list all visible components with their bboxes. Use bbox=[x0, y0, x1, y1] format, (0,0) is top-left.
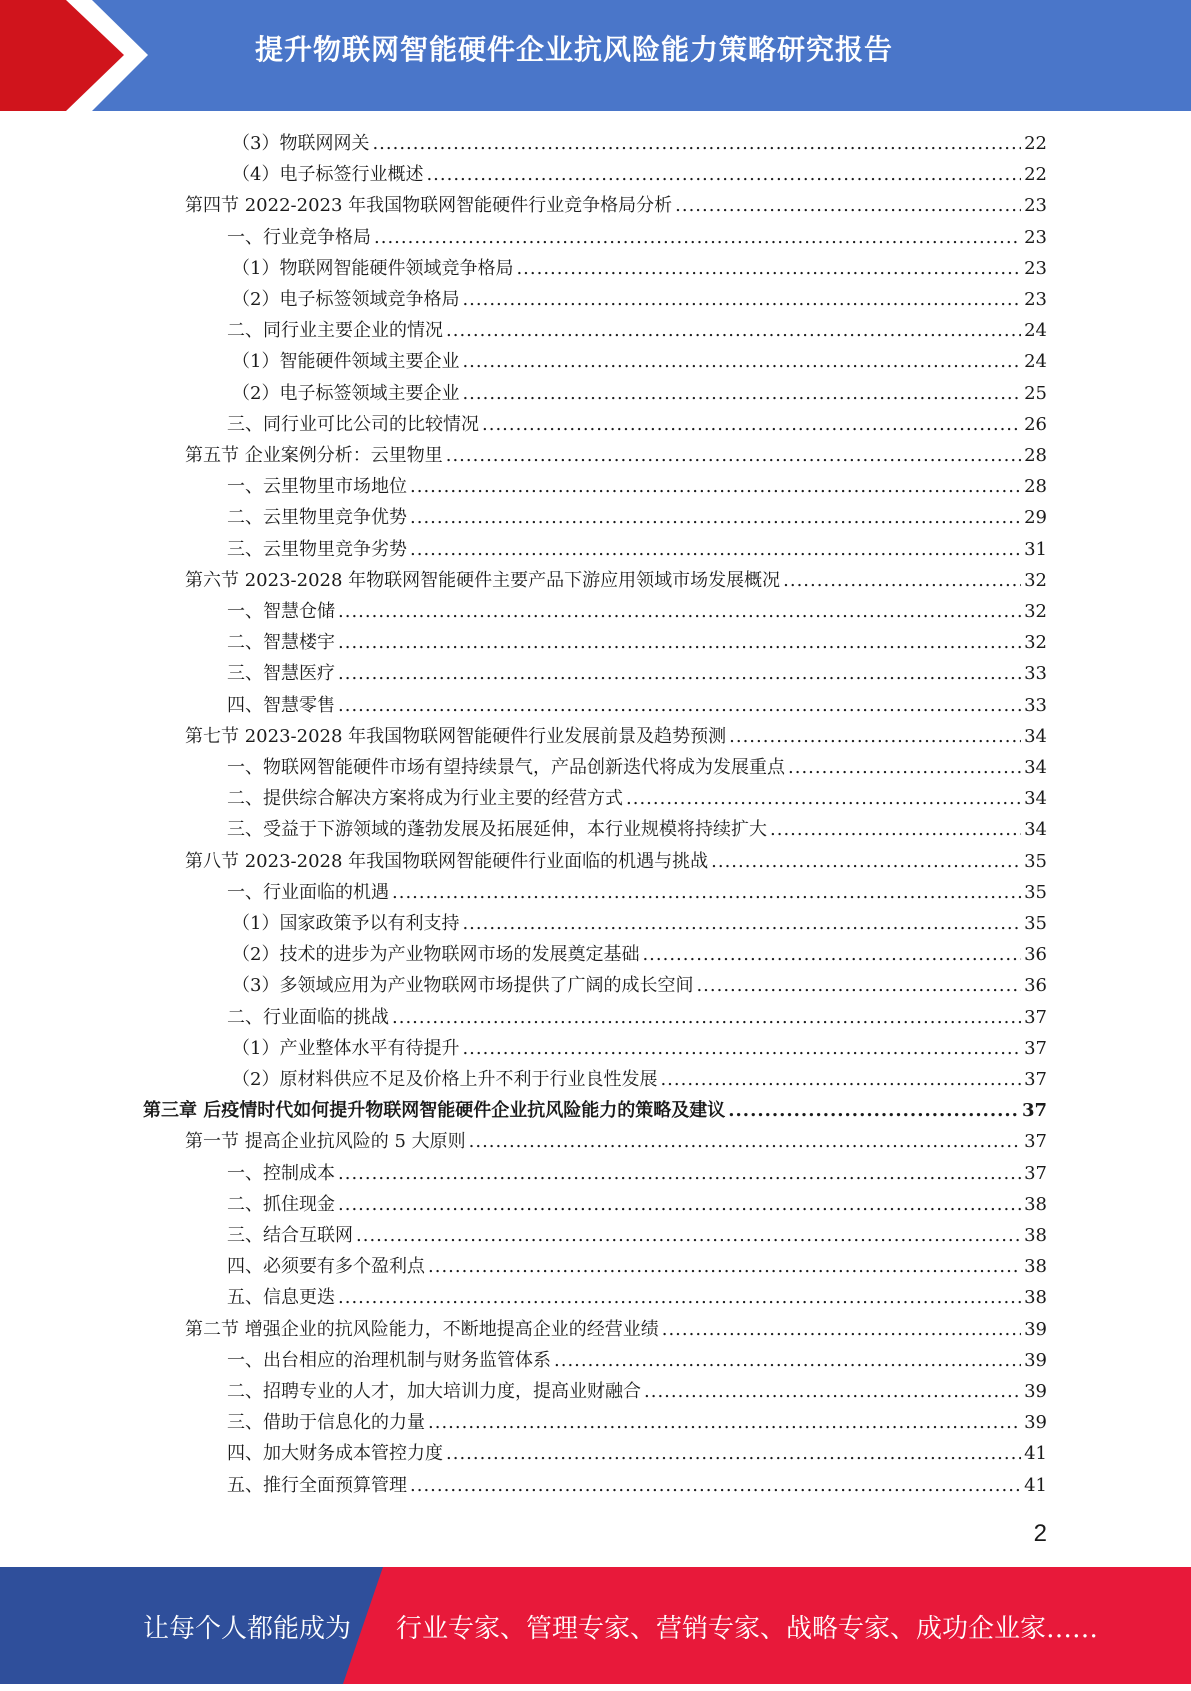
toc-dot-leader bbox=[462, 1033, 1021, 1064]
toc-page-number: 35 bbox=[1024, 881, 1047, 903]
toc-entry-title: 一、出台相应的治理机制与财务监管体系 bbox=[227, 1349, 551, 1371]
toc-dot-leader bbox=[338, 596, 1021, 627]
toc-page-number: 39 bbox=[1024, 1381, 1047, 1402]
toc-entry-title: 第八节 2023-2028 年我国物联网智能硬件行业面临的机遇与挑战 bbox=[185, 850, 709, 872]
toc-dot-leader bbox=[338, 1189, 1021, 1220]
toc-section-entry[interactable] bbox=[185, 1126, 1047, 1157]
toc-entry-title: 一、行业面临的机遇 bbox=[227, 881, 389, 903]
toc-entry-title: （1）国家政策予以有利支持 bbox=[232, 913, 460, 934]
toc-page-number: 32 bbox=[1024, 632, 1047, 654]
toc-entry-title: 三、智慧医疗 bbox=[227, 663, 335, 685]
toc-entry[interactable] bbox=[227, 814, 1047, 845]
toc-entry[interactable] bbox=[227, 783, 1047, 814]
toc-entry-title: （4）电子标签行业概述 bbox=[232, 164, 424, 186]
toc-dot-leader bbox=[338, 1158, 1021, 1189]
toc-page-number: 37 bbox=[1024, 1069, 1047, 1090]
toc-entry-title: 第二节 增强企业的抗风险能力，不断地提高企业的经营业绩 bbox=[185, 1318, 659, 1340]
toc-entry-title: 第四节 2022-2023 年我国物联网智能硬件行业竞争格局分析 bbox=[185, 195, 673, 217]
toc-section-entry[interactable] bbox=[185, 565, 1047, 596]
toc-page-number: 34 bbox=[1024, 819, 1047, 841]
toc-entry-title: （2）技术的进步为产业物联网市场的发展奠定基础 bbox=[232, 944, 640, 966]
toc-dot-leader bbox=[410, 534, 1021, 565]
toc-entry-title: 五、信息更迭 bbox=[227, 1287, 335, 1309]
toc-page-number: 28 bbox=[1024, 476, 1047, 498]
toc-dot-leader bbox=[338, 627, 1021, 658]
toc-page-number: 36 bbox=[1024, 975, 1047, 997]
toc-page-number: 28 bbox=[1024, 445, 1047, 466]
toc-entry-title: 一、物联网智能硬件市场有望持续景气，产品创新迭代将成为发展重点 bbox=[227, 757, 785, 778]
toc-dot-leader bbox=[338, 690, 1021, 721]
toc-page-number: 31 bbox=[1024, 538, 1047, 560]
toc-page-number: 33 bbox=[1024, 663, 1047, 685]
toc-page-number: 38 bbox=[1024, 1256, 1047, 1278]
toc-entry[interactable] bbox=[227, 1158, 1047, 1189]
toc-entry[interactable] bbox=[227, 534, 1047, 565]
toc-entry-title: 四、智慧零售 bbox=[227, 694, 335, 716]
toc-entry-title: （3）多领域应用为产业物联网市场提供了广阔的成长空间 bbox=[232, 975, 694, 997]
toc-entry-title: 五、推行全面预算管理 bbox=[227, 1474, 407, 1496]
toc-entry-title: 二、提供综合解决方案将成为行业主要的经营方式 bbox=[227, 788, 623, 810]
toc-entry[interactable] bbox=[227, 1220, 1047, 1251]
toc-entry-title: （1）智能硬件领域主要企业 bbox=[232, 351, 460, 373]
toc-entry[interactable] bbox=[232, 1033, 1047, 1064]
toc-section-entry[interactable] bbox=[185, 846, 1047, 877]
toc-page-number: 39 bbox=[1024, 1412, 1047, 1434]
toc-dot-leader bbox=[462, 378, 1021, 409]
toc-entry[interactable] bbox=[227, 1251, 1047, 1282]
toc-entry-title: 二、云里物里竞争优势 bbox=[227, 507, 407, 529]
toc-dot-leader bbox=[356, 1220, 1021, 1251]
toc-page-number: 29 bbox=[1024, 507, 1047, 529]
toc-dot-leader bbox=[410, 1470, 1021, 1501]
toc-dot-leader bbox=[469, 1126, 1021, 1157]
toc-entry-title: 第三章 后疫情时代如何提升物联网智能硬件企业抗风险能力的策略及建议 bbox=[143, 1100, 726, 1122]
toc-entry[interactable] bbox=[232, 253, 1047, 284]
footer-slogan-right: 行业专家、管理专家、营销专家、战略专家、成功企业家…… bbox=[396, 1614, 1099, 1644]
toc-entry-title: 第六节 2023-2028 年物联网智能硬件主要产品下游应用领域市场发展概况 bbox=[185, 569, 781, 591]
toc-entry[interactable] bbox=[232, 939, 1047, 970]
toc-entry-title: （2）电子标签领域竞争格局 bbox=[232, 289, 460, 310]
toc-dot-leader bbox=[554, 1345, 1021, 1376]
toc-page-number: 24 bbox=[1024, 320, 1047, 342]
toc-page-number: 32 bbox=[1024, 569, 1047, 591]
toc-entry[interactable] bbox=[227, 471, 1047, 502]
toc-dot-leader bbox=[392, 877, 1021, 908]
toc-entry-title: 一、行业竞争格局 bbox=[227, 226, 371, 248]
toc-entry[interactable] bbox=[232, 284, 1047, 315]
toc-entry-title: （2）原材料供应不足及价格上升不利于行业良性发展 bbox=[232, 1069, 658, 1090]
toc-page-number: 34 bbox=[1024, 788, 1047, 810]
toc-entry[interactable] bbox=[227, 627, 1047, 658]
toc-entry[interactable] bbox=[232, 128, 1047, 159]
toc-dot-leader bbox=[660, 1064, 1021, 1095]
toc-page-number: 37 bbox=[1024, 1037, 1047, 1059]
header-red-arrow-shape bbox=[0, 0, 150, 111]
toc-entry[interactable] bbox=[232, 159, 1047, 190]
report-title: 提升物联网智能硬件企业抗风险能力策略研究报告 bbox=[255, 33, 894, 66]
toc-page-number: 24 bbox=[1024, 351, 1047, 373]
toc-dot-leader bbox=[482, 409, 1021, 440]
toc-entry-title: （1）产业整体水平有待提升 bbox=[232, 1037, 460, 1059]
toc-dot-leader bbox=[462, 346, 1021, 377]
toc-page-number: 37 bbox=[1024, 1006, 1047, 1028]
toc-page-number: 38 bbox=[1024, 1193, 1047, 1215]
toc-entry[interactable] bbox=[227, 690, 1047, 721]
toc-entry[interactable] bbox=[227, 409, 1047, 440]
toc-entry-title: 二、招聘专业的人才，加大培训力度，提高业财融合 bbox=[227, 1381, 641, 1402]
toc-entry[interactable] bbox=[227, 1345, 1047, 1376]
toc-entry[interactable] bbox=[227, 1282, 1047, 1313]
toc-dot-leader bbox=[770, 814, 1021, 845]
toc-entry[interactable] bbox=[232, 1064, 1047, 1095]
toc-entry-title: （1）物联网智能硬件领域竞争格局 bbox=[232, 257, 514, 279]
toc-entry[interactable] bbox=[227, 1376, 1047, 1407]
page-header bbox=[0, 0, 1191, 111]
toc-entry-title: 三、云里物里竞争劣势 bbox=[227, 538, 407, 560]
toc-dot-leader bbox=[711, 846, 1021, 877]
toc-dot-leader bbox=[644, 1376, 1021, 1407]
toc-section-entry[interactable] bbox=[185, 440, 1047, 471]
toc-dot-leader bbox=[446, 1438, 1021, 1469]
toc-dot-leader bbox=[626, 783, 1021, 814]
toc-page-number: 37 bbox=[1024, 1131, 1047, 1153]
toc-dot-leader bbox=[428, 1251, 1021, 1282]
toc-entry-title: （3）物联网网关 bbox=[232, 133, 370, 154]
toc-entry[interactable] bbox=[232, 378, 1047, 409]
toc-dot-leader bbox=[462, 284, 1021, 315]
toc-entry-title: 三、结合互联网 bbox=[227, 1225, 353, 1246]
toc-entry-title: 二、智慧楼宇 bbox=[227, 632, 335, 654]
page-number: 2 bbox=[1033, 1520, 1047, 1547]
toc-page-number: 23 bbox=[1024, 289, 1047, 310]
footer-slogan-left: 让每个人都能成为 bbox=[143, 1614, 352, 1644]
toc-section-entry[interactable] bbox=[185, 721, 1047, 752]
toc-entry[interactable] bbox=[227, 658, 1047, 689]
toc-dot-leader bbox=[662, 1314, 1021, 1345]
toc-page-number: 35 bbox=[1024, 850, 1047, 872]
toc-entry[interactable] bbox=[227, 502, 1047, 533]
toc-dot-leader bbox=[428, 1407, 1021, 1438]
toc-page-number: 37 bbox=[1024, 1162, 1047, 1184]
toc-entry-title: 一、控制成本 bbox=[227, 1162, 335, 1184]
toc-dot-leader bbox=[410, 471, 1021, 502]
toc-entry-title: 三、借助于信息化的力量 bbox=[227, 1412, 425, 1434]
toc-page-number: 37 bbox=[1021, 1100, 1047, 1122]
toc-page-number: 38 bbox=[1024, 1287, 1047, 1309]
toc-entry[interactable] bbox=[232, 908, 1047, 939]
toc-page-number: 33 bbox=[1024, 694, 1047, 716]
toc-chapter-entry[interactable] bbox=[143, 1095, 1047, 1126]
toc-dot-leader bbox=[372, 128, 1021, 159]
toc-entry-title: （2）电子标签领域主要企业 bbox=[232, 382, 460, 404]
toc-page-number: 38 bbox=[1024, 1225, 1047, 1246]
toc-page-number: 22 bbox=[1024, 133, 1047, 154]
toc-entry[interactable] bbox=[227, 1002, 1047, 1033]
toc-dot-leader bbox=[696, 970, 1021, 1001]
toc-entry[interactable] bbox=[227, 752, 1047, 783]
toc-entry-title: 第五节 企业案例分析：云里物里 bbox=[185, 445, 443, 466]
toc-page-number: 39 bbox=[1024, 1318, 1047, 1340]
toc-entry-title: 一、云里物里市场地位 bbox=[227, 476, 407, 498]
toc-entry[interactable] bbox=[232, 970, 1047, 1001]
toc-entry[interactable] bbox=[227, 1470, 1047, 1501]
toc-entry[interactable] bbox=[227, 596, 1047, 627]
toc-page-number: 25 bbox=[1024, 382, 1047, 404]
toc-page-number: 32 bbox=[1024, 601, 1047, 622]
toc-entry-title: 四、必须要有多个盈利点 bbox=[227, 1256, 425, 1278]
toc-dot-leader bbox=[462, 908, 1021, 939]
toc-entry-title: 二、行业面临的挑战 bbox=[227, 1006, 389, 1028]
toc-dot-leader bbox=[338, 658, 1021, 689]
toc-entry-title: 二、抓住现金 bbox=[227, 1193, 335, 1215]
toc-section-entry[interactable] bbox=[185, 190, 1047, 221]
toc-dot-leader bbox=[426, 159, 1021, 190]
toc-entry[interactable] bbox=[227, 1438, 1047, 1469]
toc-entry-title: 三、同行业可比公司的比较情况 bbox=[227, 413, 479, 435]
toc-page-number: 34 bbox=[1024, 757, 1047, 778]
page-footer bbox=[0, 1567, 1191, 1684]
toc-entry[interactable] bbox=[227, 315, 1047, 346]
toc-dot-leader bbox=[338, 1282, 1021, 1313]
toc-entry[interactable] bbox=[227, 877, 1047, 908]
toc-dot-leader bbox=[374, 222, 1021, 253]
toc-entry-title: 第一节 提高企业抗风险的 5 大原则 bbox=[185, 1131, 466, 1153]
toc-dot-leader bbox=[728, 1095, 1019, 1126]
toc-page-number: 26 bbox=[1024, 413, 1047, 435]
toc-dot-leader bbox=[446, 315, 1021, 346]
toc-page-number: 41 bbox=[1024, 1474, 1047, 1496]
toc-dot-leader bbox=[410, 502, 1021, 533]
toc-page-number: 23 bbox=[1024, 195, 1047, 217]
toc-dot-leader bbox=[516, 253, 1021, 284]
toc-dot-leader bbox=[783, 565, 1021, 596]
toc-page-number: 41 bbox=[1024, 1443, 1047, 1465]
toc-page-number: 23 bbox=[1024, 257, 1047, 279]
toc-dot-leader bbox=[675, 190, 1021, 221]
toc-page-number: 22 bbox=[1024, 164, 1047, 186]
toc-entry-title: 三、受益于下游领域的蓬勃发展及拓展延伸，本行业规模将持续扩大 bbox=[227, 819, 767, 841]
toc-entry[interactable] bbox=[227, 222, 1047, 253]
toc-entry[interactable] bbox=[227, 1407, 1047, 1438]
toc-page-number: 39 bbox=[1024, 1349, 1047, 1371]
toc-entry[interactable] bbox=[227, 1189, 1047, 1220]
toc-section-entry[interactable] bbox=[185, 1314, 1047, 1345]
toc-entry-title: 一、智慧仓储 bbox=[227, 601, 335, 622]
toc-page-number: 36 bbox=[1024, 944, 1047, 966]
toc-entry-title: 第七节 2023-2028 年我国物联网智能硬件行业发展前景及趋势预测 bbox=[185, 725, 727, 747]
toc-page-number: 23 bbox=[1024, 226, 1047, 248]
toc-dot-leader bbox=[788, 752, 1021, 783]
toc-dot-leader bbox=[729, 721, 1021, 752]
toc-page-number: 34 bbox=[1024, 725, 1047, 747]
toc-entry-title: 二、同行业主要企业的情况 bbox=[227, 320, 443, 342]
toc-dot-leader bbox=[446, 440, 1021, 471]
toc-dot-leader bbox=[642, 939, 1021, 970]
toc-dot-leader bbox=[392, 1002, 1021, 1033]
toc-page-number: 35 bbox=[1024, 913, 1047, 934]
toc-entry[interactable] bbox=[232, 346, 1047, 377]
toc-entry-title: 四、加大财务成本管控力度 bbox=[227, 1443, 443, 1465]
